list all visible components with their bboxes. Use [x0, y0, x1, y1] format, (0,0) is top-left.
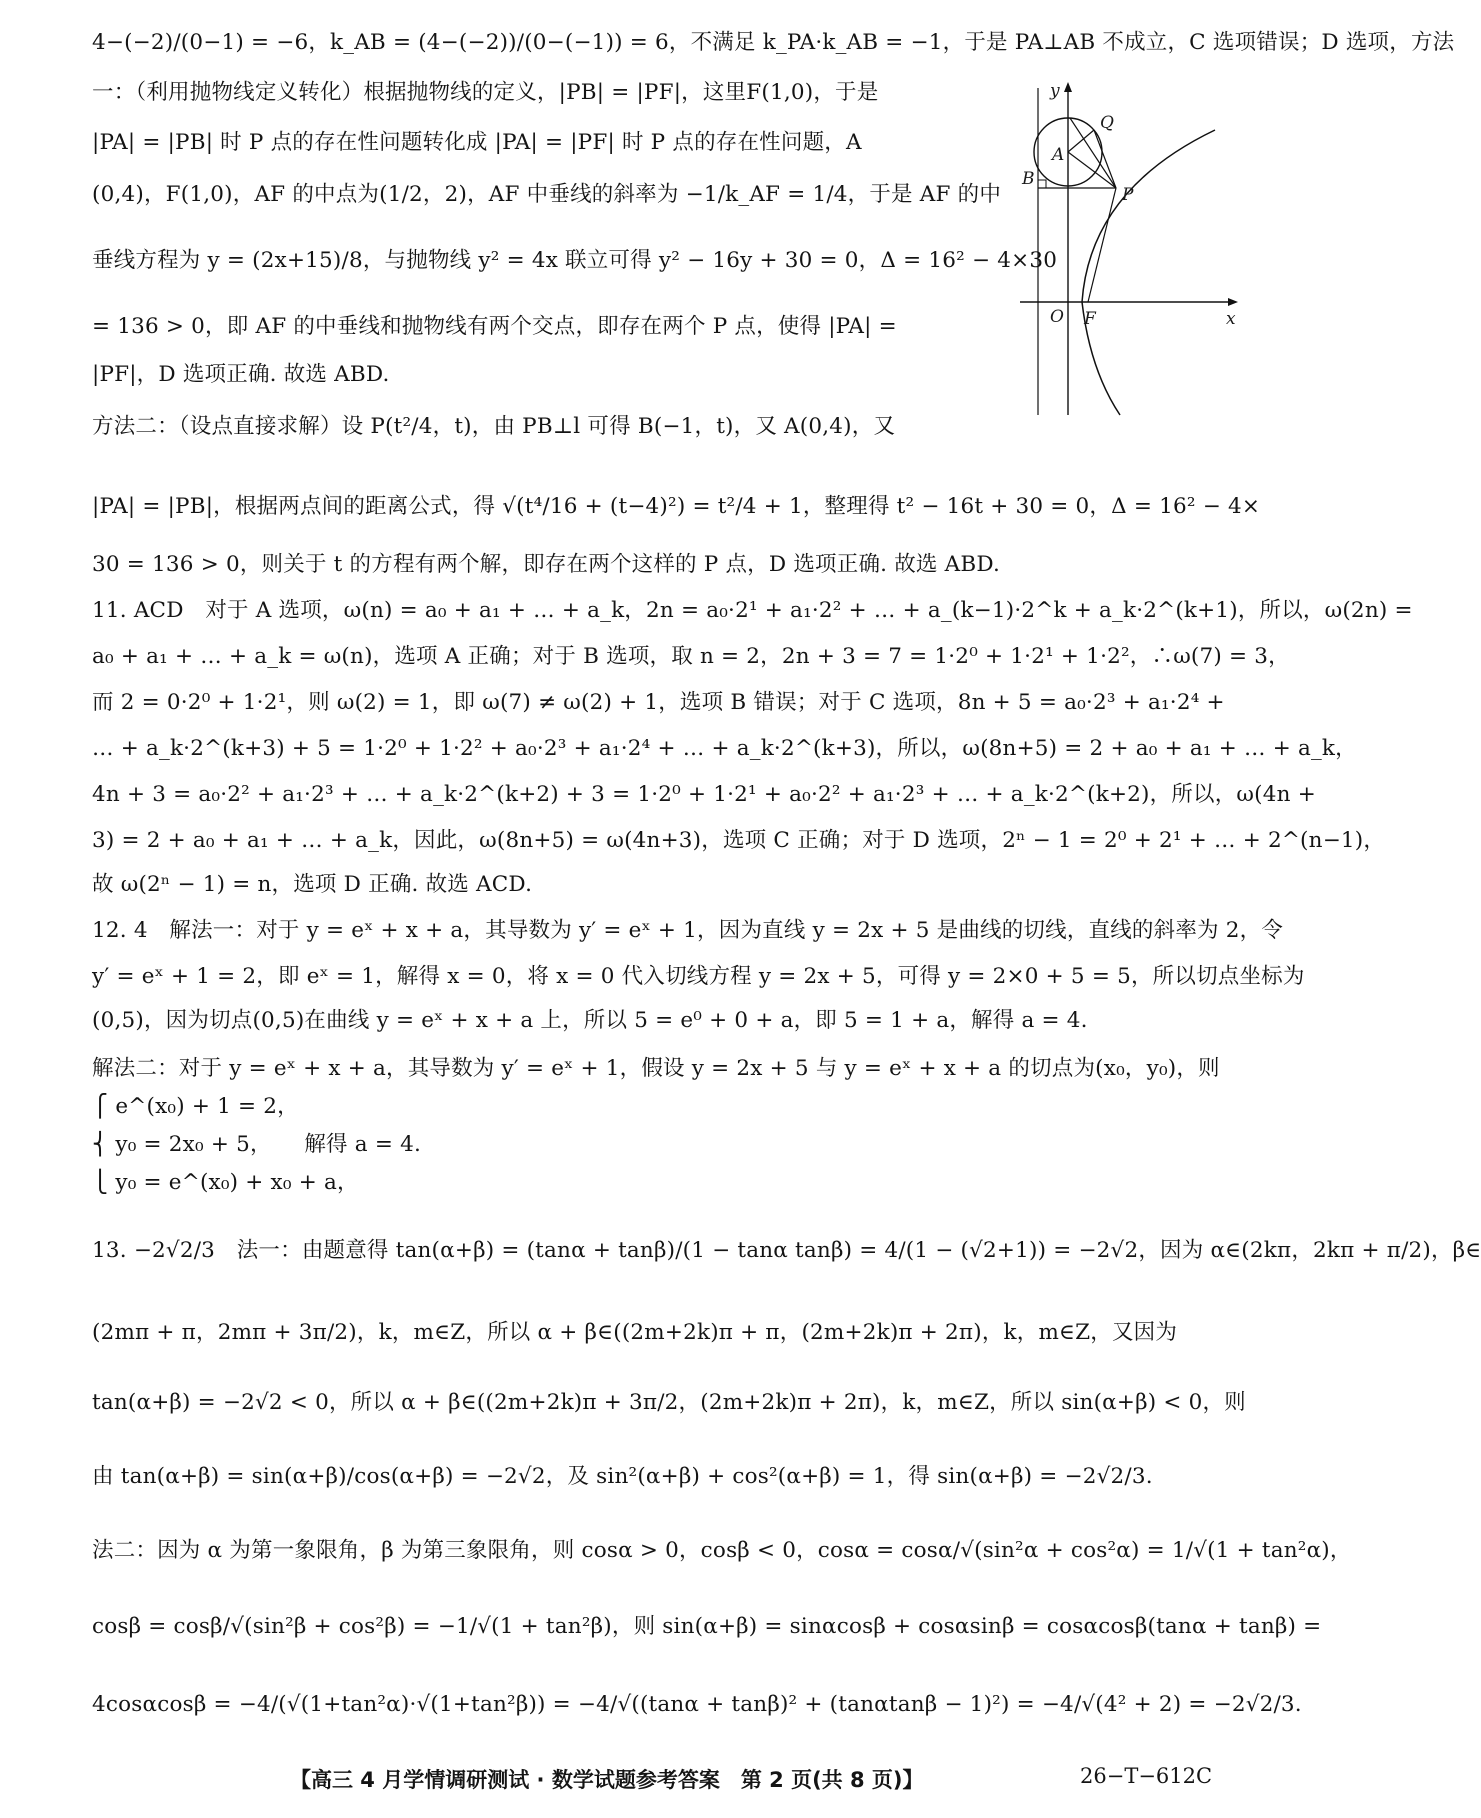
- system-line: ⎩ y₀ = e^(x₀) + x₀ + a，: [92, 1170, 359, 1195]
- system-line: ⎨ y₀ = 2x₀ + 5， 解得 a = 4.: [92, 1132, 421, 1157]
- text-line: tan(α+β) = −2√2 < 0，所以 α + β∈((2m+2k)π + 3π/2，(2m+2k)π + 2π)，k，m∈Z，所以 sin(α+β) < 0，则: [92, 1390, 1246, 1415]
- text-line: 3) = 2 + a₀ + a₁ + … + a_k，因此，ω(8n+5) = ω(4n+3)，选项 C 正确；对于 D 选项，2ⁿ − 1 = 2⁰ + 2¹ + … + 2^(n−1)，: [92, 828, 1386, 853]
- text-line: |PA| = |PB| 时 P 点的存在性问题转化成 |PA| = |PF| 时 P 点的存在性问题，A: [92, 130, 862, 155]
- text-line: 法二：因为 α 为第一象限角，β 为第三象限角，则 cosα > 0，cosβ < 0，cosα = cosα/√(sin²α + cos²α) = 1/√(1 + tan²α)，: [92, 1538, 1352, 1563]
- label-o: O: [1050, 307, 1064, 327]
- text-line: … + a_k·2^(k+3) + 5 = 1·2⁰ + 1·2² + a₀·2³ + a₁·2⁴ + … + a_k·2^(k+3)，所以，ω(8n+5) = 2 + a₀ + a₁ + … + a_k，: [92, 736, 1357, 761]
- footer-title: 【高三 4 月学情调研测试 · 数学试题参考答案 第 2 页(共 8 页)】: [290, 1768, 924, 1792]
- text-line: 4n + 3 = a₀·2² + a₁·2³ + … + a_k·2^(k+2) + 3 = 1·2⁰ + 1·2¹ + a₀·2² + a₁·2³ + … + a_k·2^(k+2)，所以，ω(4n +: [92, 782, 1316, 807]
- text-line: 故 ω(2ⁿ − 1) = n，选项 D 正确. 故选 ACD.: [92, 872, 533, 897]
- text-line: |PF|，D 选项正确. 故选 ABD.: [92, 362, 390, 387]
- text-line: cosβ = cosβ/√(sin²β + cos²β) = −1/√(1 + tan²β)，则 sin(α+β) = sinαcosβ + cosαsinβ = cosαcosβ(tanα + tanβ) =: [92, 1614, 1322, 1639]
- label-x: x: [1226, 309, 1236, 329]
- text-line: 13. −2√2/3 法一：由题意得 tan(α+β) = (tanα + tanβ)/(1 − tanα tanβ) = 4/(1 − (√2+1)) = −2√2，因为 α∈(2kπ，2kπ + π/2)，β∈: [92, 1238, 1481, 1263]
- text-line: (0,5)，因为切点(0,5)在曲线 y = eˣ + x + a 上，所以 5 = e⁰ + 0 + a，即 5 = 1 + a，解得 a = 4.: [92, 1008, 1088, 1033]
- parabola-figure: [1010, 80, 1240, 420]
- text-line: 4−(−2)/(0−1) = −6，k_AB = (4−(−2))/(0−(−1)) = 6，不满足 k_PA·k_AB = −1，于是 PA⊥AB 不成立，C 选项错误；D 选项，方法: [92, 30, 1455, 55]
- text-line: y′ = eˣ + 1 = 2，即 eˣ = 1，解得 x = 0，将 x = 0 代入切线方程 y = 2x + 5，可得 y = 2×0 + 5 = 5，所以切点坐标为: [92, 964, 1305, 989]
- text-line: 而 2 = 0·2⁰ + 1·2¹，则 ω(2) = 1，即 ω(7) ≠ ω(2) + 1，选项 B 错误；对于 C 选项，8n + 5 = a₀·2³ + a₁·2⁴ +: [92, 690, 1225, 715]
- label-y: y: [1050, 81, 1060, 101]
- label-q: Q: [1100, 113, 1114, 133]
- text-line: a₀ + a₁ + … + a_k = ω(n)，选项 A 正确；对于 B 选项，取 n = 2，2n + 3 = 7 = 1·2⁰ + 1·2¹ + 1·2²，∴ω(7) = 3，: [92, 644, 1290, 669]
- label-a: A: [1052, 145, 1065, 165]
- text-line: 一：（利用抛物线定义转化）根据抛物线的定义，|PB| = |PF|，这里F(1,0)，于是: [92, 80, 879, 105]
- text-line: (2mπ + π，2mπ + 3π/2)，k，m∈Z，所以 α + β∈((2m+2k)π + π，(2m+2k)π + 2π)，k，m∈Z，又因为: [92, 1320, 1178, 1345]
- text-line: 由 tan(α+β) = sin(α+β)/cos(α+β) = −2√2，及 sin²(α+β) + cos²(α+β) = 1，得 sin(α+β) = −2√2/3.: [92, 1464, 1153, 1489]
- text-line: (0,4)，F(1,0)，AF 的中点为(1/2，2)，AF 中垂线的斜率为 −1/k_AF = 1/4，于是 AF 的中: [92, 182, 1002, 207]
- label-p: P: [1122, 185, 1134, 205]
- right-angle-mark: [1038, 180, 1046, 188]
- label-f: F: [1084, 309, 1096, 329]
- text-line: 12. 4 解法一：对于 y = eˣ + x + a，其导数为 y′ = eˣ + 1，因为直线 y = 2x + 5 是曲线的切线，直线的斜率为 2，令: [92, 918, 1284, 943]
- footer-code: 26−T−612C: [1080, 1764, 1213, 1788]
- text-line: 11. ACD 对于 A 选项，ω(n) = a₀ + a₁ + … + a_k，2n = a₀·2¹ + a₁·2² + … + a_(k−1)·2^k + a_k·2^(k+1)，所以，ω(2n) =: [92, 598, 1413, 623]
- label-b: B: [1022, 169, 1035, 189]
- parabola-diagram: [1010, 80, 1240, 420]
- text-line: 方法二：（设点直接求解）设 P(t²/4，t)，由 PB⊥l 可得 B(−1，t)，又 A(0,4)，又: [92, 414, 896, 439]
- text-line: |PA| = |PB|，根据两点间的距离公式，得 √(t⁴/16 + (t−4)²) = t²/4 + 1，整理得 t² − 16t + 30 = 0，Δ = 16² − 4×: [92, 494, 1261, 519]
- x-axis-arrow: [1228, 298, 1238, 306]
- text-line: 解法二：对于 y = eˣ + x + a，其导数为 y′ = eˣ + 1，假设 y = 2x + 5 与 y = eˣ + x + a 的切点为(x₀，y₀)，则: [92, 1056, 1220, 1081]
- text-line: 垂线方程为 y = (2x+15)/8，与抛物线 y² = 4x 联立可得 y² − 16y + 30 = 0，Δ = 16² − 4×30: [92, 248, 1058, 273]
- text-line: = 136 > 0，即 AF 的中垂线和抛物线有两个交点，即存在两个 P 点，使得 |PA| =: [92, 314, 897, 339]
- text-line: 30 = 136 > 0，则关于 t 的方程有两个解，即存在两个这样的 P 点，D 选项正确. 故选 ABD.: [92, 552, 1001, 577]
- y-axis-arrow: [1064, 82, 1072, 92]
- parabola-curve: [1082, 130, 1215, 415]
- page-footer: [0, 1760, 1280, 1796]
- system-line: ⎧ e^(x₀) + 1 = 2，: [92, 1094, 299, 1119]
- text-line: 4cosαcosβ = −4/(√(1+tan²α)·√(1+tan²β)) = −4/√((tanα + tanβ)² + (tanαtanβ − 1)²) = −4/√(4² + 2) = −2√2/3.: [92, 1692, 1302, 1717]
- segment-pf: [1088, 188, 1116, 302]
